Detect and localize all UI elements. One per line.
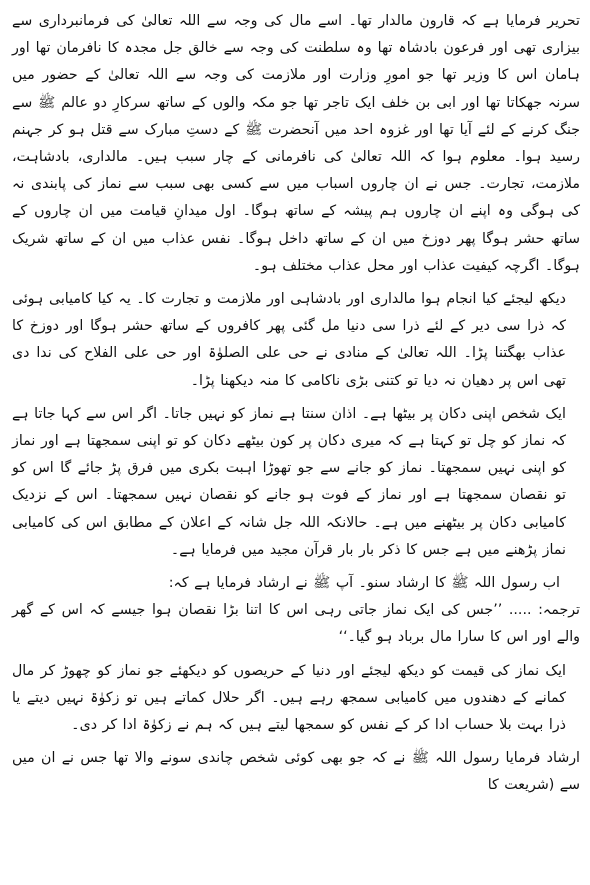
paragraph-hadith-intro: اب رسول اللہ ﷺ کا ارشاد سنو۔ آپ ﷺ نے ارشاد فرمایا ہے کہ: — [168, 575, 560, 592]
paragraph-gold-silver-hadith: ارشاد فرمایا رسول اللہ ﷺ نے کہ جو بھی کوئی شخص چاندی سونے والا تھا جس نے ان میں سے (شریعت کا — [12, 750, 580, 794]
paragraph-value-of-prayer: ایک نماز کی قیمت کو دیکھ لیجئے اور دنیا کے حریصوں کو دیکھئے جو نماز کو چھوڑ کر مال کمانے کے دھندوں میں کامیابی سمجھ رہے ہیں۔ اگر حلال کماتے ہیں تو زکوٰۃ نہیں دیتے یا ذرا بہت بلا حساب ادا کر کے نفس کو سمجھا لیتے ہیں کہ ہم نے زکوٰۃ ادا کر دی۔ — [12, 662, 566, 734]
paragraph-hadith-translation: ترجمہ: ..... ’’جس کی ایک نماز جاتی رہی اس کا اتنا بڑا نقصان ہوا جیسے کہ اس کے گھر والے اور اس کا سارا مال برباد ہو گیا۔‘‘ — [12, 602, 580, 646]
paragraph-shopkeeper-example: ایک شخص اپنی دکان پر بیٹھا ہے۔ اذان سنتا ہے نماز کو نہیں جاتا۔ اگر اس سے کہا جاتا ہے کہ نماز کو چل تو کہتا ہے کہ میری دکان پر کون بیٹھے دکان کو تو اپنی سمجھتا ہے اور نماز کو اپنی نہیں سمجھتا۔ نماز کو جانے سے جو تھوڑا اہبت بکری میں فرق پڑ جائے گا اس کو تو نقصان سمجھتا ہے اور نماز کے فوت ہو جانے کو نقصان نہیں سمجھتا۔ اس کے نزدیک کامیابی دکان پر بیٹھنے میں ہے۔ حالانکہ اللہ جل شانہ کے اعلان کے مطابق اس کی کامیابی نماز پڑھنے میں ہے جس کا ذکر بار بار قرآن مجید میں فرمایا ہے۔ — [12, 405, 566, 558]
paragraph-wealth-kingship-causes: تحریر فرمایا ہے کہ قارون مالدار تھا۔ اسے مال کی وجہ سے اللہ تعالیٰ کی فرمانبرداری سے بیزاری تھی اور فرعون بادشاہ تھا وہ سلطنت کی وجہ سے خالق جل مجدہ کا نافرمان تھا اور ہامان اس کا وزیر تھا جو امورِ وزارت اور ملازمت کی وجہ سے اللہ تعالیٰ کے حضور میں سرنہ جھکاتا تھا اور ابی بن خلف ایک تاجر تھا جو مکہ والوں کے ساتھ سرکارِ دو عالم ﷺ سے جنگ کرنے کے لئے آیا تھا اور غزوہ احد میں آنحضرت ﷺ کے دستِ مبارک سے قتل ہو کر جہنم رسید ہوا۔ معلوم ہوا کہ اللہ تعالیٰ کی نافرمانی کے چار سبب ہیں۔ مالداری، بادشاہت، ملازمت، تجارت۔ جس نے ان چاروں اسباب میں سے کسی بھی سبب سے نماز کی پابندی نہ کی ہوگی وہ اپنے ان چاروں ہم پیشہ کے ساتھ ہوگا۔ اول میدانِ قیامت میں ان چاروں کے ساتھ حشر ہوگا پھر دوزخ میں ان کے ساتھ داخل ہوگا۔ نفس عذاب میں ان کے ساتھ شریک ہوگا۔ اگرچہ کیفیت عذاب اور محل عذاب مختلف ہو۔ — [12, 13, 580, 274]
paragraph-outcome-of-disobedience: دیکھ لیجئے کیا انجام ہوا مالداری اور بادشاہی اور ملازمت و تجارت کا۔ یہ کیا کامیابی ہوئی کہ ذرا سی دیر کے لئے ذرا سی دنیا مل گئی پھر کافروں کے ساتھ حشر ہوگا اور دوزخ کا عذاب بھگتنا پڑا۔ اللہ تعالیٰ کے منادی نے حی علی الصلوٰۃ اور حی علی الفلاح کی ندا دی تھی اس پر دھیان نہ دیا تو کتنی بڑی ناکامی کا منہ دیکھنا پڑا۔ — [12, 291, 566, 389]
